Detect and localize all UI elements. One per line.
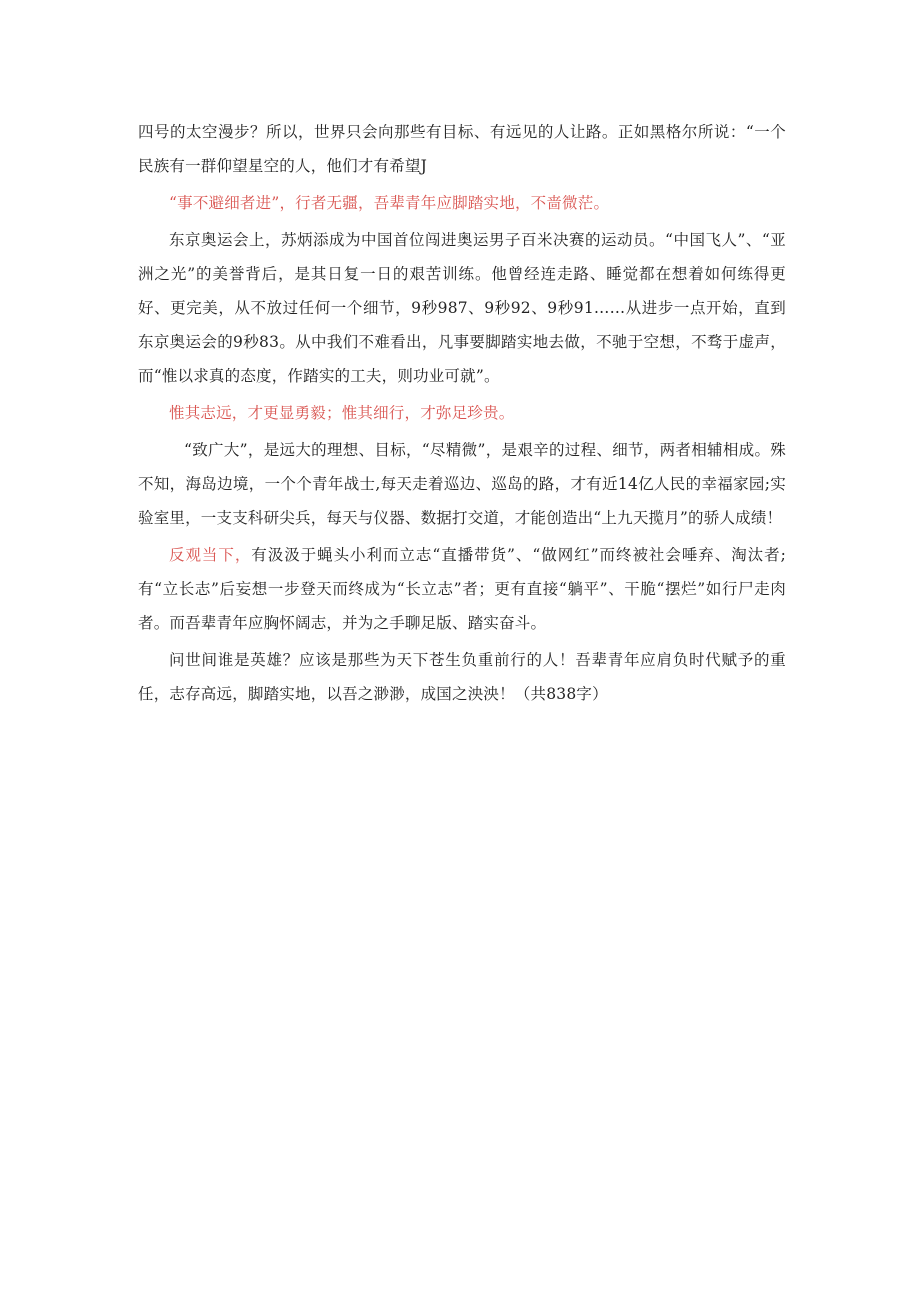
paragraph-text: 四号的太空漫步？所以，世界只会向那些有目标、有远见的人让路。正如黑格尔所说：“一个民族有一群仰望星空的人，他们才有希望J [138,123,786,175]
paragraph-su-bingtian [138,223,786,393]
highlight-text: “事不避细者进”，行者无疆，吾辈青年应脚踏实地，不啬微茫。 [169,194,610,212]
document-page [138,115,786,711]
paragraph-zhi-guangda [138,433,786,535]
paragraph-text: “致广大”，是远大的理想、目标，“尽精微”，是艰辛的过程、细节，两者相辅相成。殊不知，海岛边境，一个个青年战士,每天走着巡边、巡岛的路，才有近14亿人民的幸福家园;实验室里，一支支科研尖兵，每天与仪器、数据打交道，才能创造出“上九天揽月”的骄人成绩！ [138,441,786,527]
highlight-lead-in: 反观当下， [169,546,252,564]
paragraph-text: 有汲汲于蝇头小利而立志“直播带货”、“做网红”而终被社会唾弃、淘汰者;有“立长志”后妄想一步登天而终成为“长立志”者；更有直接“躺平”、干脆“摆烂”如行尸走肉者。而吾辈青年应胸怀阔志，并为之手聊足版、踏实奋斗。 [138,546,786,632]
highlight-quote-detail [138,186,786,220]
paragraph-continuation [138,115,786,183]
paragraph-text: 东京奥运会上，苏炳添成为中国首位闯进奥运男子百米决赛的运动员。“中国飞人”、“亚洲之光”的美誉背后，是其日复一日的艰苦训练。他曾经连走路、睡觉都在想着如何练得更好、更完美，从不放过任何一个细节，9秒987、9秒92、9秒91……从进步一点开始，直到东京奥运会的9秒83。从中我们不难看出，凡事要脚踏实地去做，不驰于空想，不骛于虚声，而“惟以求真的态度，作踏实的工夫，则功业可就”。 [138,231,786,385]
paragraph-text: 问世间谁是英雄？应该是那些为天下苍生负重前行的人！吾辈青年应肩负时代赋予的重任，志存高远，脚踏实地，以吾之渺渺，成国之泱泱！（共838字） [138,651,786,703]
highlight-text: 惟其志远，才更显勇毅；惟其细行，才弥足珍贵。 [169,404,515,422]
paragraph-present-day [138,538,786,640]
highlight-ambition-detail [138,396,786,430]
paragraph-conclusion [138,643,786,711]
